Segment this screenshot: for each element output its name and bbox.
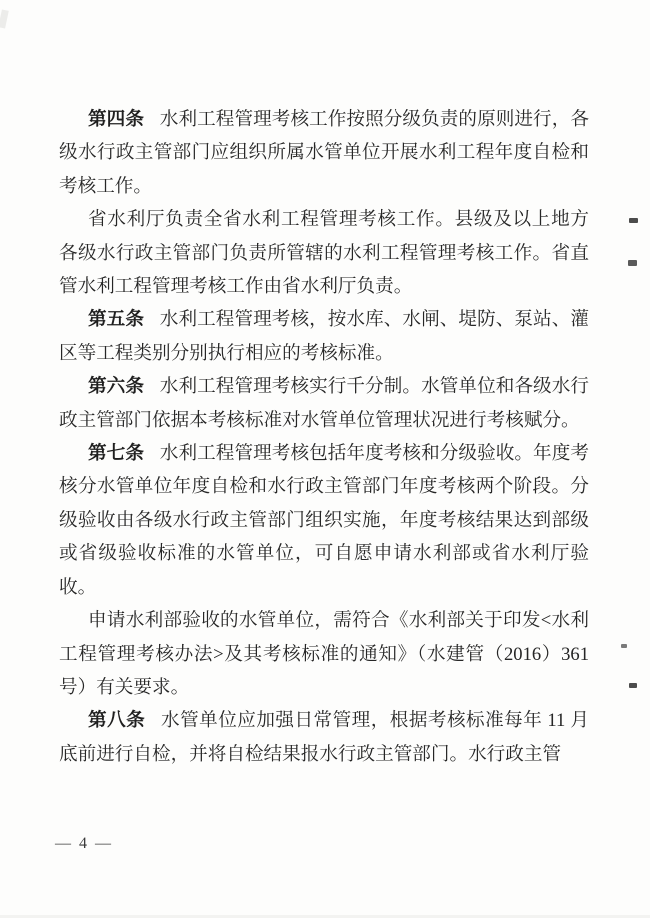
paragraph [59,437,589,604]
scan-artifact-corner [0,9,9,28]
page-number: — 4 — [55,835,113,852]
paragraph [59,103,589,203]
scan-speck [629,218,638,223]
paragraph-text: 申请水利部验收的水管单位，需符合《水利部关于印发<水利工程管理考核办法>及其考核标准的通知》（水建管（2016）361 号）有关要求。 [59,610,589,698]
article-number: 第六条 [88,376,144,398]
scan-speck [629,683,637,688]
paragraph [59,704,589,771]
article-number: 第八条 [88,710,146,732]
paragraph-text: 水管单位应加强日常管理，根据考核标准每年 11 月底前进行自检，并将自检结果报水行政主管部门。水行政主管 [59,710,589,765]
article-number: 第七条 [88,443,144,465]
paragraph [59,604,589,704]
paragraph [59,203,589,303]
scan-speck [621,644,627,648]
paragraph-text: 水利工程管理考核实行千分制。水管单位和各级水行政主管部门依据本考核标准对水管单位管理状况进行考核赋分。 [59,376,589,431]
article-number: 第五条 [88,309,144,331]
paragraph-text: 水利工程管理考核，按水库、水闸、堤防、泵站、灌区等工程类别分别执行相应的考核标准。 [59,309,589,364]
paragraph [59,370,589,437]
document-text [59,103,589,771]
paragraph-text: 水利工程管理考核包括年度考核和分级验收。年度考核分水管单位年度自检和水行政主管部门年度考核两个阶段。分级验收由各级水行政主管部门组织实施，年度考核结果达到部级或省级验收标准的水管单位，可自愿申请水利部或省水利厅验收。 [59,443,589,598]
scan-speck [628,260,637,266]
paragraph [59,303,589,370]
article-number: 第四条 [88,109,144,130]
paragraph-text: 水利工程管理考核工作按照分级负责的原则进行，各级水行政主管部门应组织所属水管单位开展水利工程年度自检和考核工作。 [59,109,589,197]
paragraph-text: 省水利厅负责全省水利工程管理考核工作。县级及以上地方各级水行政主管部门负责所管辖的水利工程管理考核工作。省直管水利工程管理考核工作由省水利厅负责。 [59,209,589,298]
